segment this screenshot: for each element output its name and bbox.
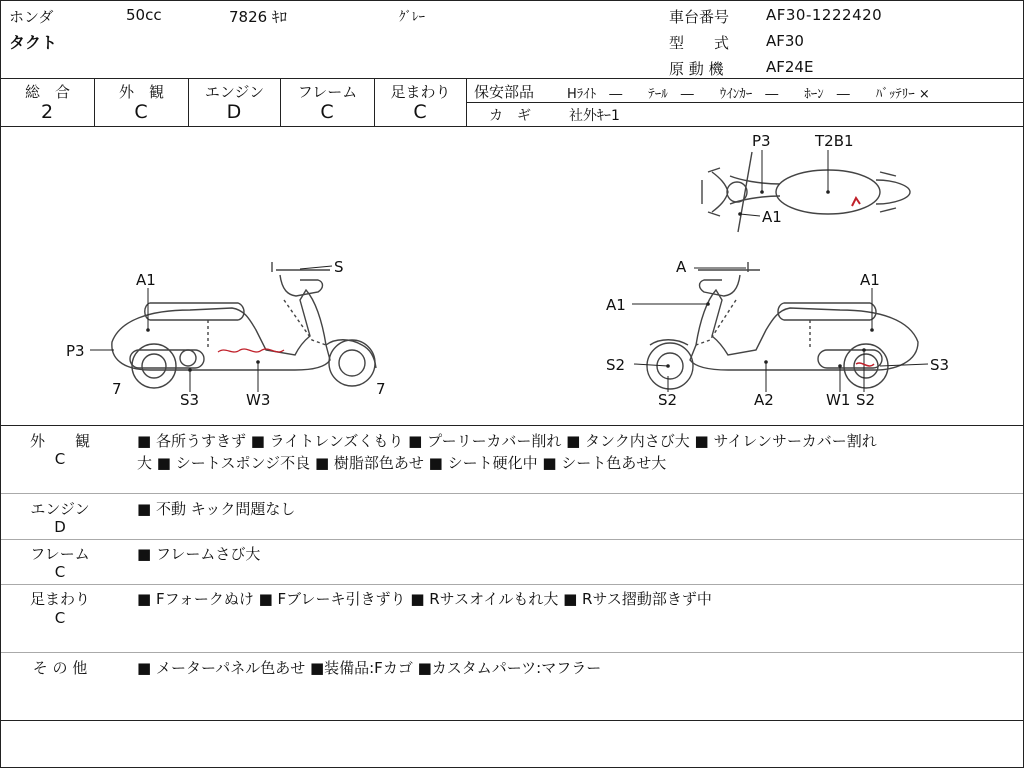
diagram-label: S3 — [180, 391, 200, 409]
diagram-label: A1 — [136, 271, 156, 289]
diagram-label: W1 — [826, 391, 851, 409]
remark-text-suspension: ■ Fフォークぬけ ■ Fブレーキ引きずり ■ Rサスオイルもれ大 ■ Rサス摺動部きず中 — [137, 590, 712, 608]
chassis-label: 車台番号 — [669, 8, 730, 26]
diagram-label: A1 — [762, 208, 782, 226]
diagram-label: W3 — [246, 391, 271, 409]
remark-label-frame: フレーム — [30, 545, 90, 563]
diagram-label: 7 — [376, 380, 386, 398]
remark-text-other: ■ メーターパネル色あせ ■装備品:Fカゴ ■カスタムパーツ:マフラー — [137, 659, 602, 677]
color: ｸﾞﾚｰ — [399, 10, 425, 25]
remark-grade-engine: D — [54, 518, 66, 536]
safety-items: Hﾗｲﾄ ― ﾃｰﾙ ― ｳｲﾝｶｰ ― ﾎｰﾝ ― ﾊﾞｯﾃﾘｰ × — [567, 87, 930, 102]
mileage: 7826 ｷﾛ — [229, 8, 287, 26]
damage-mark — [218, 349, 284, 352]
remark-text-exterior-2: 大 ■ シートスポンジ不良 ■ 樹脂部色あせ ■ シート硬化中 ■ シート色あせ大 — [137, 454, 667, 472]
maker: ホンダ — [9, 8, 54, 26]
diagram-label: P3 — [66, 342, 85, 360]
key-label: カ ギ — [489, 108, 531, 124]
model-name: タクト — [9, 33, 58, 52]
remark-text-frame: ■ フレームさび大 — [137, 545, 261, 563]
diagram-label: A1 — [606, 296, 626, 314]
grade-header-exterior: 外 観 — [118, 83, 164, 101]
grade-engine: D — [226, 101, 243, 123]
grade-header-suspension: 足まわり — [390, 83, 451, 101]
type-value: AF30 — [766, 32, 804, 50]
grade-exterior: C — [134, 101, 149, 123]
remark-label-other: そ の 他 — [32, 659, 88, 677]
grade-header-overall: 総 合 — [24, 83, 70, 101]
diagram-label: A1 — [860, 271, 880, 289]
diagram-label: S2 — [658, 391, 678, 409]
scooter-top-view — [702, 152, 910, 232]
displacement: 50cc — [126, 6, 162, 24]
diagram-label: S2 — [606, 356, 626, 374]
diagram-label: P3 — [752, 132, 771, 150]
remark-grade-suspension: C — [54, 609, 66, 627]
damage-mark — [852, 198, 860, 206]
chassis-value: AF30-1222420 — [766, 6, 883, 24]
grade-header-engine: エンジン — [204, 83, 265, 101]
remark-label-engine: エンジン — [30, 500, 90, 518]
grade-header-frame: フレーム — [297, 83, 358, 101]
remark-grade-frame: C — [54, 563, 66, 581]
safety-title: 保安部品 — [474, 83, 535, 101]
diagram-label: T2B1 — [815, 132, 854, 150]
damage-mark — [856, 363, 874, 366]
leader-lines — [90, 150, 928, 392]
diagram-label: S — [334, 258, 344, 276]
diagram-label: A — [676, 258, 687, 276]
grade-suspension: C — [413, 101, 428, 123]
key-value: 社外ｷｰ1 — [569, 108, 620, 124]
engine-label: 原 動 機 — [669, 60, 724, 78]
grade-frame: C — [320, 101, 335, 123]
diagram-label: A2 — [754, 391, 774, 409]
remark-text-engine: ■ 不動 キック問題なし — [137, 500, 296, 518]
diagram-label: S3 — [930, 356, 950, 374]
grade-overall: 2 — [40, 101, 55, 123]
diagram-label: S2 — [856, 391, 876, 409]
engine-value: AF24E — [766, 58, 814, 76]
remark-label-suspension: 足まわり — [29, 590, 90, 608]
diagram-label: 7 — [112, 380, 122, 398]
type-label: 型 式 — [669, 34, 730, 52]
remark-grade-exterior: C — [54, 450, 66, 468]
remark-text-exterior-1: ■ 各所うすきず ■ ライトレンズくもり ■ プーリーカバー削れ ■ タンク内さび大 ■ サイレンサーカバー割れ — [137, 432, 877, 450]
remark-label-exterior: 外 観 — [29, 432, 90, 450]
